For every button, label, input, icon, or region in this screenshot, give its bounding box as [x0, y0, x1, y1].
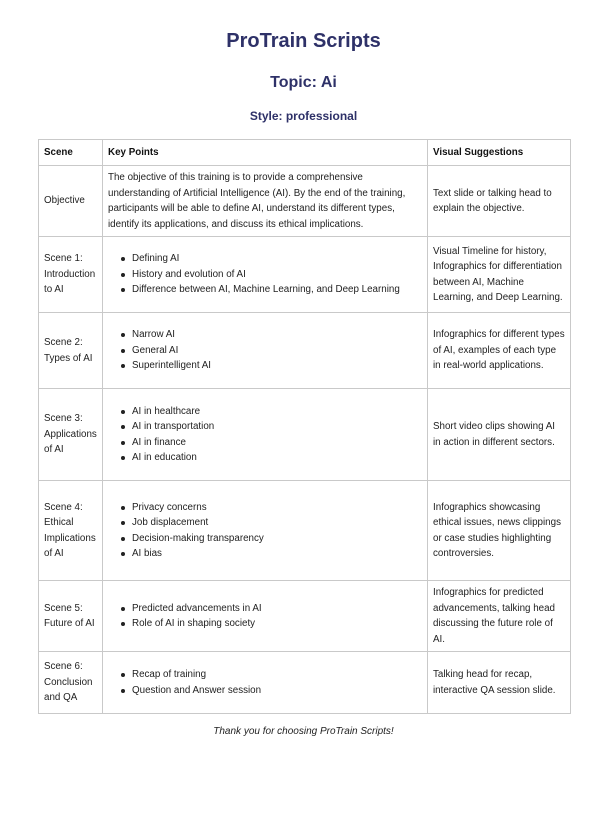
key-point-item: General AI	[132, 343, 422, 359]
scene-cell: Scene 4: Ethical Implications of AI	[39, 481, 103, 581]
page-title: ProTrain Scripts	[226, 30, 381, 52]
key-points-cell	[103, 166, 428, 237]
footer-note: Thank you for choosing ProTrain Scripts!	[213, 726, 394, 737]
key-point-item: Job displacement	[132, 515, 422, 531]
key-points-cell	[103, 581, 428, 652]
scene-cell: Scene 1: Introduction to AI	[39, 237, 103, 313]
table-row	[39, 652, 571, 714]
key-point-item: Defining AI	[132, 251, 422, 267]
key-point-item: Question and Answer session	[132, 683, 422, 699]
table-row	[39, 389, 571, 481]
visual-suggestion-cell: Infographics showcasing ethical issues, news clippings or case studies highlighting controversies.	[428, 481, 571, 581]
key-points-cell	[103, 313, 428, 389]
script-table	[38, 139, 571, 714]
table-row	[39, 237, 571, 313]
key-point-item: AI in transportation	[132, 419, 422, 435]
key-points-cell	[103, 481, 428, 581]
column-header-visual-suggestions: Visual Suggestions	[428, 140, 571, 166]
table-row	[39, 166, 571, 237]
key-point-item: AI in healthcare	[132, 404, 422, 420]
key-points-cell	[103, 389, 428, 481]
key-point-item: Decision-making transparency	[132, 531, 422, 547]
key-point-item: Narrow AI	[132, 327, 422, 343]
scene-cell: Scene 3: Applications of AI	[39, 389, 103, 481]
key-point-item: Difference between AI, Machine Learning, and Deep Learning	[132, 282, 422, 298]
key-point-item: Privacy concerns	[132, 500, 422, 516]
key-points-list	[108, 667, 422, 698]
key-point-item: Role of AI in shaping society	[132, 616, 422, 632]
scene-cell: Scene 5: Future of AI	[39, 581, 103, 652]
key-points-list	[108, 404, 422, 466]
key-point-item: History and evolution of AI	[132, 267, 422, 283]
column-header-scene: Scene	[39, 140, 103, 166]
table-row	[39, 313, 571, 389]
key-point-item: AI in education	[132, 450, 422, 466]
key-points-cell	[103, 652, 428, 714]
scene-cell: Scene 6: Conclusion and QA	[39, 652, 103, 714]
topic-heading: Topic: Ai	[270, 74, 337, 91]
visual-suggestion-cell: Visual Timeline for history, Infographics for differentiation between AI, Machine Learning, and Deep Learning.	[428, 237, 571, 313]
table-header-row	[39, 140, 571, 166]
key-points-list	[108, 601, 422, 632]
key-points-list	[108, 327, 422, 374]
column-header-key-points: Key Points	[103, 140, 428, 166]
key-point-item: AI bias	[132, 546, 422, 562]
key-point-item: Predicted advancements in AI	[132, 601, 422, 617]
visual-suggestion-cell: Infographics for predicted advancements, talking head discussing the future role of AI.	[428, 581, 571, 652]
visual-suggestion-cell: Short video clips showing AI in action in different sectors.	[428, 389, 571, 481]
style-heading: Style: professional	[249, 109, 358, 123]
scene-cell: Objective	[39, 166, 103, 237]
key-points-text: The objective of this training is to provide a comprehensive understanding of Artificial Intelligence (AI). By the end of the training, participants will be able to define AI, understand its different types, identify its applications, and discuss its ethical implications.	[108, 172, 406, 230]
table-row	[39, 581, 571, 652]
key-point-item: Superintelligent AI	[132, 358, 422, 374]
key-points-list	[108, 251, 422, 298]
visual-suggestion-cell: Talking head for recap, interactive QA session slide.	[428, 652, 571, 714]
key-points-list	[108, 500, 422, 562]
key-point-item: AI in finance	[132, 435, 422, 451]
key-points-cell	[103, 237, 428, 313]
table-row	[39, 481, 571, 581]
table-body	[39, 166, 571, 714]
key-point-item: Recap of training	[132, 667, 422, 683]
visual-suggestion-cell: Text slide or talking head to explain the objective.	[428, 166, 571, 237]
scene-cell: Scene 2: Types of AI	[39, 313, 103, 389]
visual-suggestion-cell: Infographics for different types of AI, examples of each type in real-world applications.	[428, 313, 571, 389]
